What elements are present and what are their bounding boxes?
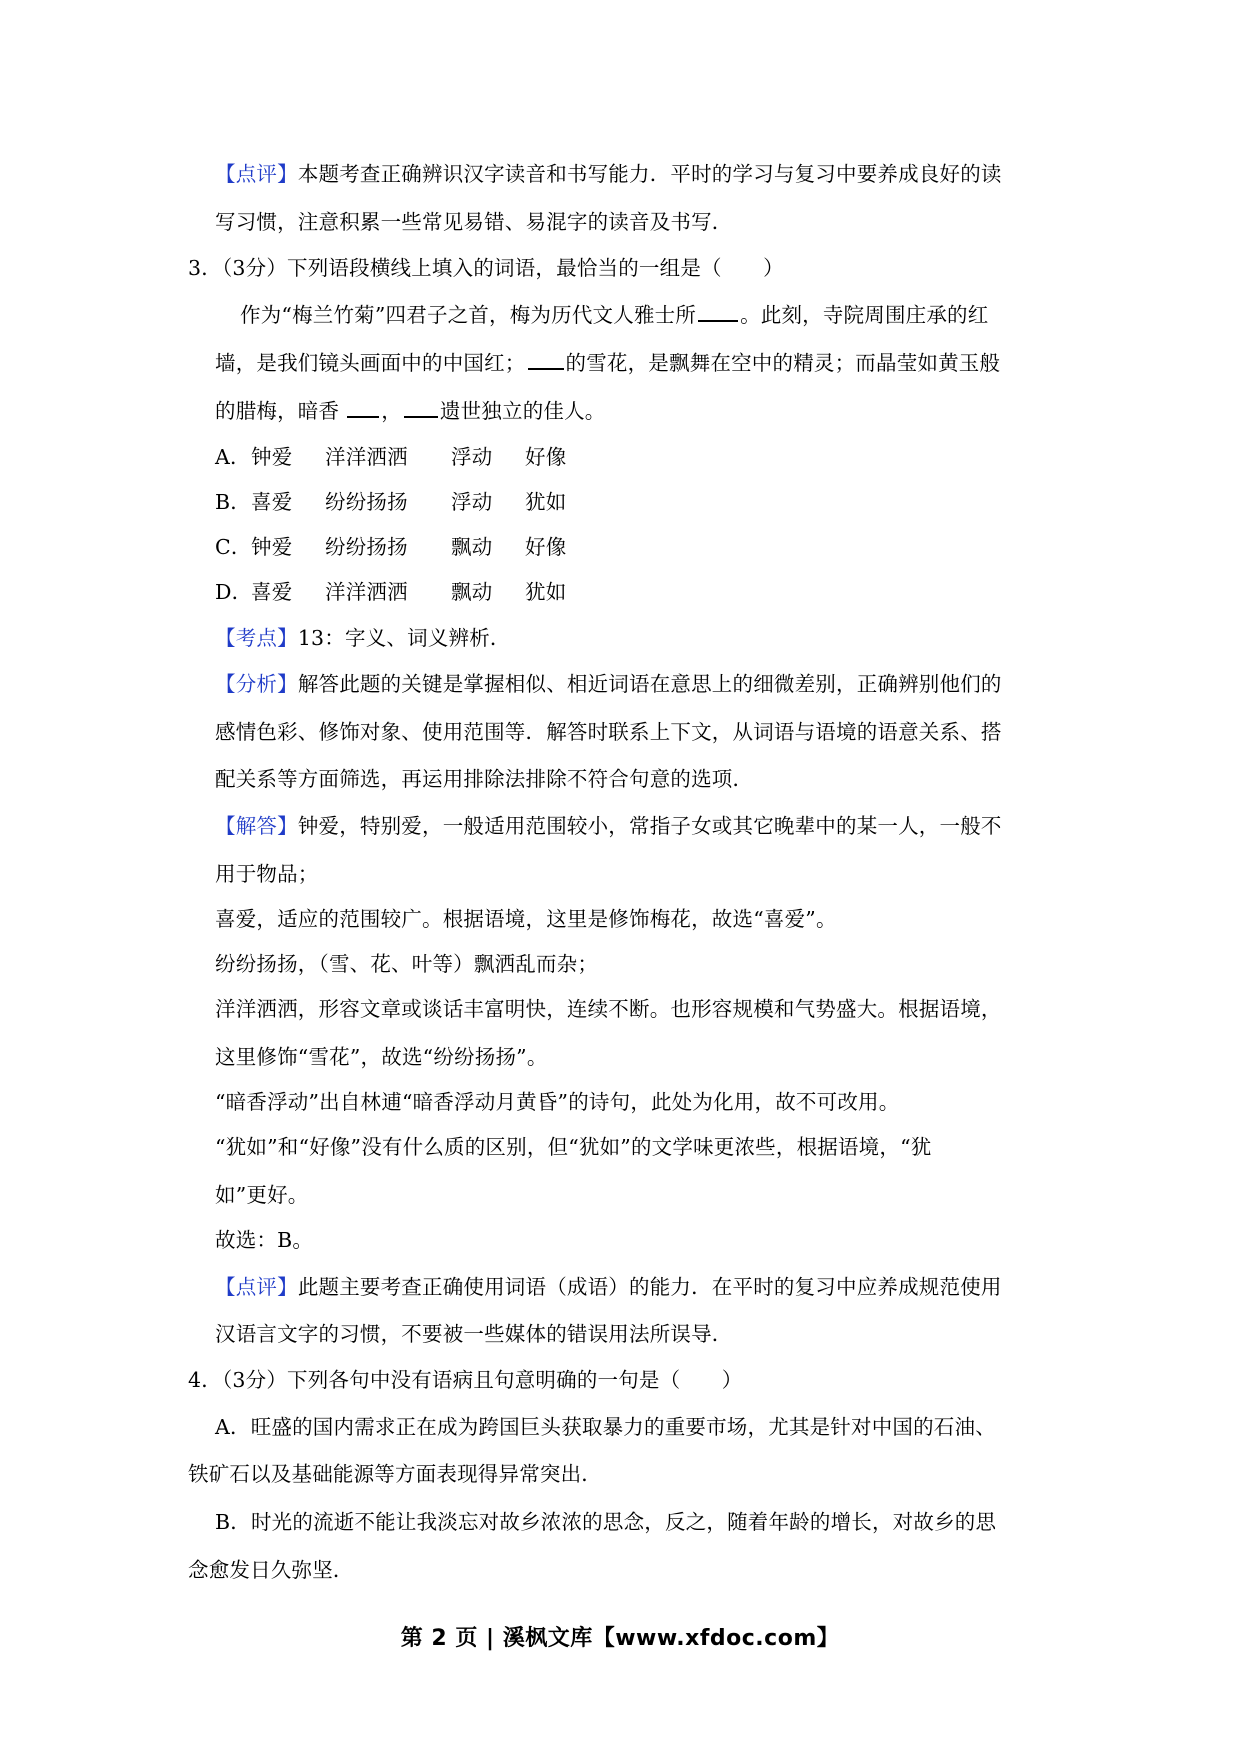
- option-word: 纷纷扬扬: [325, 535, 408, 559]
- passage-text: 遗世独立的佳人。: [439, 399, 606, 423]
- prev-comment-line-1: [215, 160, 1002, 188]
- option-b: [215, 488, 566, 516]
- q4-option-a-line-2: 铁矿石以及基础能源等方面表现得异常突出．: [188, 1462, 602, 1486]
- jieda-line-4: 纷纷扬扬，（雪、花、叶等）飘洒乱而杂；: [215, 952, 599, 976]
- answer-blank-2: [528, 350, 564, 370]
- jieda-line-5: 洋洋洒洒，形容文章或谈话丰富明快，连续不断。也形容规模和气势盛大。根据语境，: [215, 997, 1002, 1021]
- passage-line-1: [240, 301, 988, 329]
- fenxi-line-3: 配关系等方面筛选，再运用排除法排除不符合句意的选项．: [215, 767, 754, 791]
- option-word: 好像: [525, 445, 567, 469]
- q4-option-a-line-1: A．旺盛的国内需求正在成为跨国巨头获取暴力的重要市场，尤其是针对中国的石油、: [215, 1415, 996, 1439]
- prev-comment-line-2: 写习惯，注意积累一些常见易错、易混字的读音及书写．: [215, 210, 733, 234]
- jieda-line-10: 故选：B。: [215, 1228, 314, 1252]
- comment-text: 本题考查正确辨识汉字读音和书写能力．平时的学习与复习中要养成良好的读: [297, 162, 1002, 186]
- passage-text: 。此刻，寺院周围庄承的红: [740, 303, 989, 327]
- passage-line-2: [215, 349, 1000, 377]
- comment-tag: 【点评】: [215, 162, 298, 186]
- option-letter: D．: [215, 580, 253, 604]
- dianping-text: 此题主要考查正确使用词语（成语）的能力．在平时的复习中应养成规范使用: [297, 1275, 1002, 1299]
- option-word: 喜爱: [251, 580, 293, 604]
- question-3-stem: 3．（3分）下列语段横线上填入的词语，最恰当的一组是（ ）: [188, 256, 784, 280]
- jieda-text: 钟爱，特别爱，一般适用范围较小，常指子女或其它晚辈中的某一人，一般不: [297, 814, 1002, 838]
- option-word: 犹如: [525, 580, 567, 604]
- jieda-line-7: “暗香浮动”出自林逋“暗香浮动月黄昏”的诗句，此处为化用，故不可改用。: [215, 1090, 900, 1114]
- jieda-line-9: 如”更好。: [215, 1183, 309, 1207]
- fenxi-line-2: 感情色彩、修饰对象、使用范围等．解答时联系上下文，从词语与语境的语意关系、搭: [215, 720, 1002, 744]
- kaodian-text: 13：字义、词义辨析．: [297, 626, 511, 650]
- option-word: 飘动: [451, 580, 493, 604]
- option-word: 浮动: [451, 490, 493, 514]
- jieda-line-1: [215, 812, 1002, 840]
- option-d: [215, 578, 566, 606]
- passage-line-3: [215, 397, 606, 425]
- q4-option-b-line-1: B．时光的流逝不能让我淡忘对故乡浓浓的思念，反之，随着年龄的增长，对故乡的思: [215, 1510, 997, 1534]
- option-word: 钟爱: [251, 535, 293, 559]
- jieda-tag: 【解答】: [215, 814, 298, 838]
- dianping-tag: 【点评】: [215, 1275, 298, 1299]
- option-word: 喜爱: [251, 490, 293, 514]
- answer-blank-4: [404, 398, 438, 418]
- option-letter: A．: [215, 445, 251, 469]
- passage-text: 的腊梅，暗香: [215, 399, 340, 423]
- option-word: 好像: [525, 535, 567, 559]
- jieda-line-8: “犹如”和“好像”没有什么质的区别，但“犹如”的文学味更浓些，根据语境，“犹: [215, 1135, 932, 1159]
- kaodian-tag: 【考点】: [215, 626, 298, 650]
- passage-text: 的雪花，是飘舞在空中的精灵；而晶莹如黄玉般: [565, 351, 1001, 375]
- option-a: [215, 443, 566, 471]
- option-word: 浮动: [451, 445, 493, 469]
- q4-option-b-line-2: 念愈发日久弥坚．: [188, 1558, 354, 1582]
- option-word: 洋洋洒洒: [325, 445, 408, 469]
- fenxi-line-1: [215, 670, 1002, 698]
- option-word: 洋洋洒洒: [325, 580, 408, 604]
- option-word: 犹如: [525, 490, 567, 514]
- question-4-stem: 4．（3分）下列各句中没有语病且句意明确的一句是（ ）: [188, 1368, 743, 1392]
- option-word: 纷纷扬扬: [325, 490, 408, 514]
- kaodian-line: [215, 624, 511, 652]
- dianping-line-1: [215, 1273, 1002, 1301]
- jieda-line-6: 这里修饰“雪花”，故选“纷纷扬扬”。: [215, 1045, 548, 1069]
- jieda-line-2: 用于物品；: [215, 862, 319, 886]
- passage-text: ，: [381, 399, 402, 423]
- page-footer: 第 2 页 | 溪枫文库【www.xfdoc.com】: [400, 1626, 840, 1651]
- passage-text: 作为“梅兰竹菊”四君子之首，梅为历代文人雅士所: [240, 303, 697, 327]
- option-word: 钟爱: [251, 445, 293, 469]
- answer-blank-3: [347, 398, 379, 418]
- dianping-line-2: 汉语言文字的习惯，不要被一些媒体的错误用法所误导．: [215, 1322, 733, 1346]
- answer-blank-1: [698, 302, 738, 322]
- fenxi-text: 解答此题的关键是掌握相似、相近词语在意思上的细微差别，正确辨别他们的: [297, 672, 1002, 696]
- option-letter: B．: [215, 490, 251, 514]
- fenxi-tag: 【分析】: [215, 672, 298, 696]
- passage-text: 墙，是我们镜头画面中的中国红；: [215, 351, 526, 375]
- option-c: [215, 533, 566, 561]
- jieda-line-3: 喜爱，适应的范围较广。根据语境，这里是修饰梅花，故选“喜爱”。: [215, 907, 837, 931]
- option-letter: C．: [215, 535, 252, 559]
- option-word: 飘动: [451, 535, 493, 559]
